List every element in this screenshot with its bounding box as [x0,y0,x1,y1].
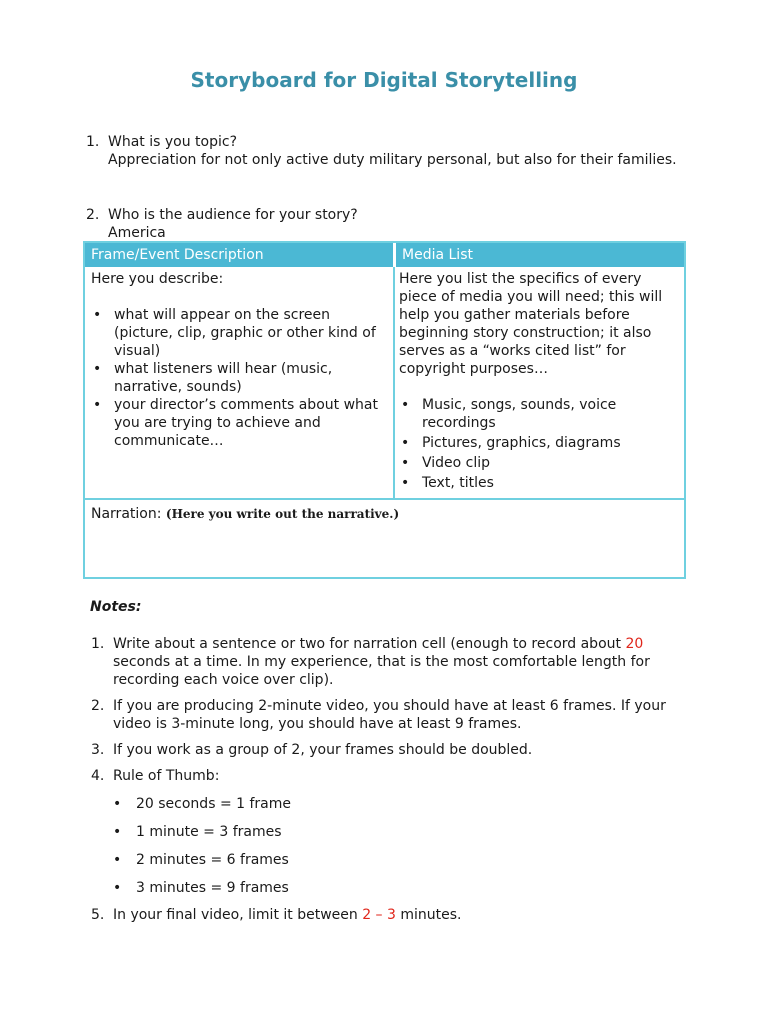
list-item: • 2 minutes = 6 frames [113,852,289,868]
column-divider [393,267,395,499]
highlight-value: 2 – 3 [362,907,396,923]
list-item: • Text, titles [401,475,494,491]
bullet-icon: • [401,397,410,413]
bullet-icon: • [113,796,122,812]
cell-intro: Here you list the specifics of every piece of media you will need; this will help you gather materials before beginning story construction; it also serves as a “works cited list” for copyright purposes… [399,271,663,377]
question-number: 1. [86,134,100,150]
note-item [91,767,681,785]
note-text: If you are producing 2-minute video, you should have at least 6 frames. If your video is 3-minute long, you should have at least 9 frames. [113,698,666,732]
note-number: 5. [91,907,105,923]
note-number: 1. [91,636,105,652]
note-item [91,906,681,924]
cell-intro: Here you describe: [91,271,224,287]
question-prompt: Who is the audience for your story? [108,207,358,223]
list-item: • Pictures, graphics, diagrams [401,435,621,451]
bullet-icon: • [113,852,122,868]
question-audience [86,206,686,242]
bullet-icon: • [401,455,410,471]
narration-hint: (Here you write out the narrative.) [165,507,400,521]
highlight-value: 20 [625,636,644,652]
list-item: • what will appear on the screen (picture, clip, graphic or other kind of visual) [93,307,376,359]
note-item [91,635,681,689]
header-media-list: Media List [394,243,684,267]
media-bullets [399,396,683,492]
list-item: • 20 seconds = 1 frame [113,796,291,812]
note-item [91,741,681,759]
notes-heading: Notes: [90,599,142,615]
question-answer: Appreciation for not only active duty military personal, but also for their families. [108,152,677,168]
list-item: • what listeners will hear (music, narrative, sounds) [93,361,333,395]
list-item: • Music, songs, sounds, voice recordings [401,397,617,431]
note-text: In your final video, limit it between [113,907,363,923]
question-topic [86,133,686,169]
list-item: • 1 minute = 3 frames [113,824,282,840]
list-item: • 3 minutes = 9 frames [113,880,289,896]
note-text: seconds at a time. In my experience, that is the most comfortable length for recording each voice over clip). [113,654,650,688]
bullet-icon: • [93,397,102,413]
question-number: 2. [86,207,100,223]
row-divider [85,498,684,500]
narration-cell[interactable] [91,505,399,523]
note-text: If you work as a group of 2, your frames should be doubled. [113,742,533,758]
storyboard-table [83,241,686,579]
note-number: 3. [91,742,105,758]
note-text: minutes. [395,907,462,923]
narration-label: Narration: [91,506,162,522]
document-title: Storyboard for Digital Storytelling [190,68,578,92]
note-number: 2. [91,698,105,714]
bullet-icon: • [113,824,122,840]
description-bullets [91,306,387,450]
bullet-icon: • [93,361,102,377]
note-item [91,697,681,733]
question-answer: America [108,225,166,241]
list-item: • your director’s comments about what you are trying to achieve and communicate… [93,397,378,449]
header-frame-event: Frame/Event Description [85,243,393,267]
bullet-icon: • [401,435,410,451]
media-list-cell[interactable] [399,270,683,492]
note-text: Rule of Thumb: [113,768,220,784]
note-number: 4. [91,768,105,784]
list-item: • Video clip [401,455,491,471]
note-text: Write about a sentence or two for narration cell (enough to record about [113,636,626,652]
question-prompt: What is you topic? [108,134,238,150]
bullet-icon: • [93,307,102,323]
frame-description-cell[interactable] [91,270,387,450]
bullet-icon: • [401,475,410,491]
bullet-icon: • [113,880,122,896]
